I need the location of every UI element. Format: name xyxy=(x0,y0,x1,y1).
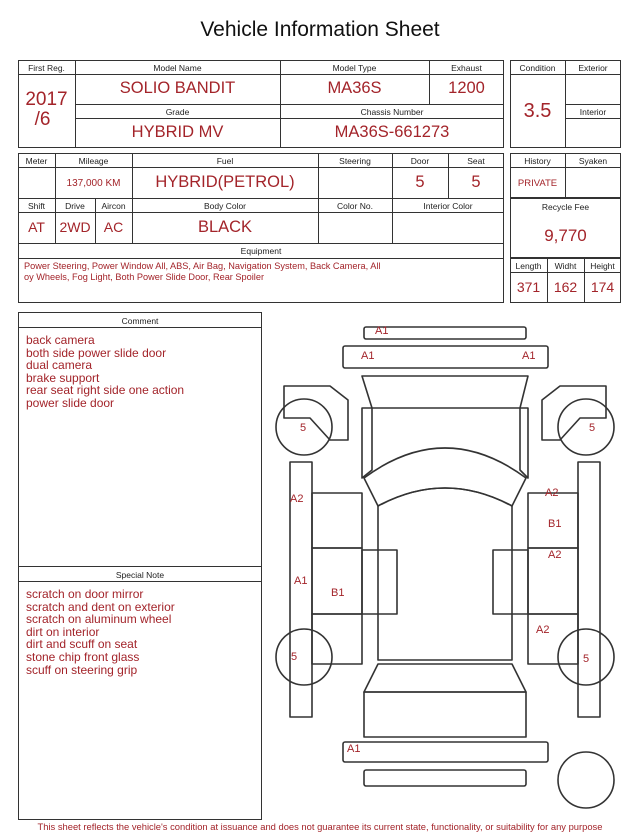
special-note-list xyxy=(26,588,258,676)
car-damage-diagram xyxy=(266,318,636,818)
exhaust-label: Exhaust xyxy=(451,63,482,73)
special-note-item: dirt and scuff on seat xyxy=(26,637,138,652)
right-rear-pillar-outline xyxy=(493,550,528,614)
comment-item: power slide door xyxy=(26,395,115,410)
damage-mark: A1 xyxy=(375,325,389,337)
exterior-label: Exterior xyxy=(578,63,608,73)
door-label: Door xyxy=(410,156,430,166)
damage-mark: A2 xyxy=(548,549,562,561)
fuel-value: HYBRID(PETROL) xyxy=(155,173,295,191)
special-note-item: scratch and dent on exterior xyxy=(26,599,175,614)
wheel-rear-left xyxy=(276,629,332,685)
damage-mark: A1 xyxy=(294,575,308,587)
history-value: PRIVATE xyxy=(517,178,558,189)
mileage-value: 137,000 KM xyxy=(66,178,121,189)
exhaust-value: 1200 xyxy=(448,79,485,97)
body-color-value: BLACK xyxy=(197,218,253,236)
drive-label: Drive xyxy=(65,201,85,211)
model-type-label: Model Type xyxy=(332,63,377,73)
roof-outline xyxy=(378,488,512,660)
color-no-label: Color No. xyxy=(337,201,373,211)
rear-bumper-outline xyxy=(343,742,548,762)
damage-mark: B1 xyxy=(331,587,345,599)
seat-value: 5 xyxy=(471,173,481,191)
recycle-fee-value: 9,770 xyxy=(544,226,587,245)
comment-item: back camera xyxy=(26,333,95,347)
special-note-item: stone chip front glass xyxy=(26,649,140,664)
damage-mark: A2 xyxy=(536,624,550,636)
comment-list xyxy=(26,334,258,410)
mileage-label: Mileage xyxy=(78,156,109,166)
drive-value: 2WD xyxy=(59,219,91,235)
interior-label: Interior xyxy=(579,107,607,117)
condition-value: 3.5 xyxy=(523,100,552,122)
width-value: 162 xyxy=(553,279,578,295)
left-fender-outline xyxy=(284,386,348,440)
chassis-number-label: Chassis Number xyxy=(360,107,424,117)
fuel-label: Fuel xyxy=(216,156,234,166)
left-front-door-outline xyxy=(312,493,362,548)
wheel-front-right xyxy=(558,399,614,455)
condition-label: Condition xyxy=(519,63,556,73)
damage-mark: A1 xyxy=(522,350,536,362)
steering-label: Steering xyxy=(339,156,371,166)
height-value: 174 xyxy=(590,279,615,295)
door-value: 5 xyxy=(415,173,425,191)
special-note-item: scratch on aluminum wheel xyxy=(26,612,172,627)
equipment-line: oy Wheels, Fog Light, Both Power Slide Door, Rear Spoiler xyxy=(24,271,265,282)
shift-value: AT xyxy=(28,219,45,235)
width-label: Widht xyxy=(554,261,577,271)
damage-mark: A2 xyxy=(290,493,304,505)
disclaimer-footer: This sheet reflects the vehicle's condition at issuance and does not guarantee its current state, functionality, or suitability for any purpose xyxy=(37,821,603,832)
damage-mark: A2 xyxy=(545,487,559,499)
right-a-pillar xyxy=(520,408,528,478)
comment-item: brake support xyxy=(26,370,100,385)
damage-mark: 5 xyxy=(589,422,596,434)
damage-mark: 5 xyxy=(291,651,298,663)
first-reg-month: /6 xyxy=(34,109,51,130)
comment-label: Comment xyxy=(121,316,159,326)
shift-label: Shift xyxy=(27,201,45,211)
spare-wheel xyxy=(558,752,614,808)
left-rear-pillar-outline xyxy=(362,550,397,614)
aircon-value: AC xyxy=(103,219,124,235)
syaken-label: Syaken xyxy=(578,156,608,166)
special-note-item: scuff on steering grip xyxy=(26,662,138,677)
model-type-value: MA36S xyxy=(327,79,382,97)
special-note-item: scratch on door mirror xyxy=(26,587,144,601)
recycle-fee-label: Recycle Fee xyxy=(541,202,590,212)
rear-gate-outline xyxy=(364,692,526,737)
damage-mark: A1 xyxy=(361,350,375,362)
left-rear-door-outline xyxy=(312,548,362,614)
chassis-number-value: MA36S-661273 xyxy=(334,123,450,141)
special-note-label: Special Note xyxy=(115,570,165,580)
special-note-item: dirt on interior xyxy=(26,624,100,639)
model-name-label: Model Name xyxy=(153,63,202,73)
history-label: History xyxy=(524,156,551,166)
equipment-list xyxy=(24,261,500,282)
meter-label: Meter xyxy=(25,156,48,166)
comment-item: both side power slide door xyxy=(26,345,167,360)
rear-window-outline xyxy=(364,664,526,692)
body-color-label: Body Color xyxy=(203,201,247,211)
equipment-label: Equipment xyxy=(240,246,282,256)
windshield-outline xyxy=(364,448,526,506)
right-rocker-outline xyxy=(578,462,600,717)
model-name-value: SOLIO BANDIT xyxy=(119,79,236,97)
damage-mark: B1 xyxy=(548,518,562,530)
left-quarter-outline xyxy=(312,614,362,664)
rear-panel-outline xyxy=(364,770,526,786)
length-label: Length xyxy=(515,261,542,271)
hood-outline xyxy=(362,376,528,408)
damage-mark: A1 xyxy=(347,743,361,755)
right-quarter-outline xyxy=(528,614,578,664)
height-label: Height xyxy=(590,261,615,271)
right-fender-outline xyxy=(542,386,606,440)
interior-color-label: Interior Color xyxy=(423,201,473,211)
aircon-label: Aircon xyxy=(101,201,126,211)
grade-label: Grade xyxy=(165,107,190,117)
comment-item: rear seat right side one action xyxy=(26,383,185,398)
grade-value: HYBRID MV xyxy=(131,123,224,141)
page-title: Vehicle Information Sheet xyxy=(200,18,440,41)
left-a-pillar xyxy=(362,408,372,478)
damage-mark: 5 xyxy=(583,653,590,665)
damage-mark: 5 xyxy=(300,422,307,434)
seat-label: Seat xyxy=(467,156,485,166)
first-reg-label: First Reg. xyxy=(28,63,65,73)
length-value: 371 xyxy=(516,279,541,295)
first-reg-year: 2017 xyxy=(25,89,68,110)
comment-item: dual camera xyxy=(26,358,93,373)
equipment-line: Power Steering, Power Window All, ABS, Air Bag, Navigation System, Back Camera, All xyxy=(24,261,381,271)
